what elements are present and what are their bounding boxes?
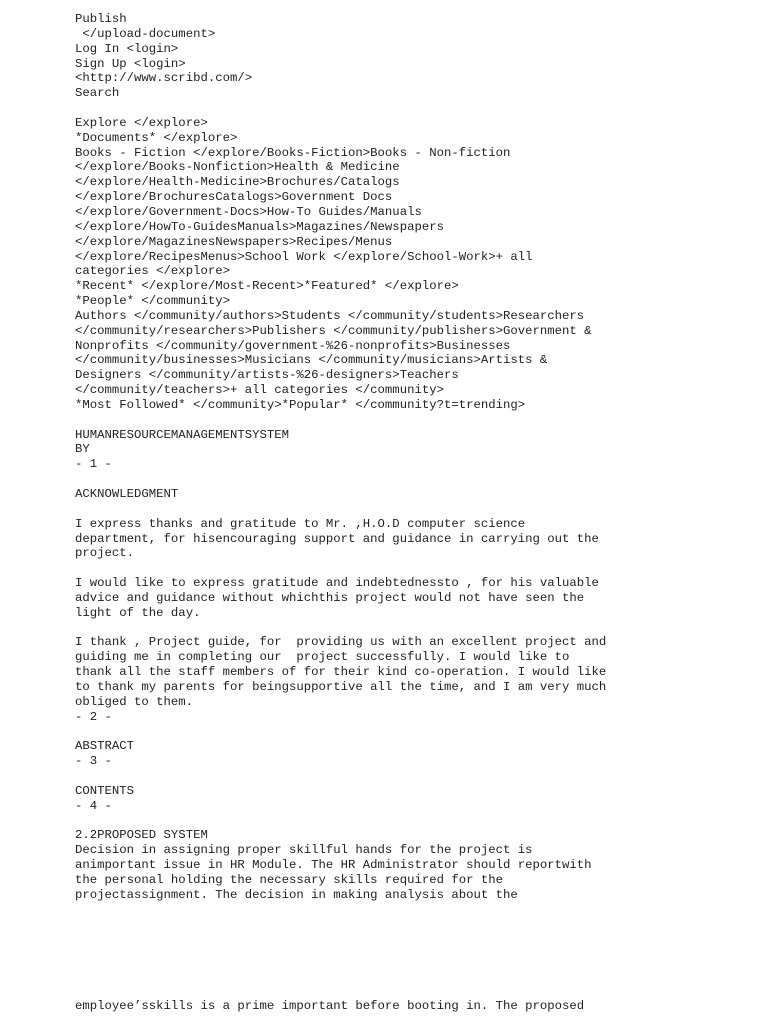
explore-line[interactable]: Designers </community/artists-%26-designers>Teachers [75,368,459,383]
page-number: - 1 - [75,457,112,472]
explore-line[interactable]: *Most Followed* </community>*Popular* </community?t=trending> [75,397,526,412]
explore-line[interactable]: categories </explore> [75,264,230,279]
explore-menu [75,116,735,413]
explore-line[interactable]: </community/businesses>Musicians </community/musicians>Artists & [75,353,548,368]
explore-line[interactable]: </explore/RecipesMenus>School Work </explore/School-Work>+ all [75,249,533,264]
explore-line[interactable]: </explore/MagazinesNewspapers>Recipes/Menus [75,234,393,249]
paragraph-line: the personal holding the necessary skills required for the [75,872,504,887]
explore-line[interactable]: </explore/Health-Medicine>Brochures/Catalogs [75,175,400,190]
paragraph-line: Decision in assigning proper skillful hands for the project is [75,843,533,858]
acknowledgment-paragraph-1 [75,517,735,562]
document-page [75,12,735,1013]
paragraph-line: to thank my parents for beingsupportive all the time, and I am very much [75,679,607,694]
explore-line[interactable]: </explore/Books-Nonfiction>Health & Medicine [75,160,400,175]
explore-line[interactable]: Explore </explore> [75,115,208,130]
explore-line[interactable]: Authors </community/authors>Students </community/students>Researchers [75,308,585,323]
paragraph-line: animportant issue in HR Module. The HR Administrator should reportwith [75,858,592,873]
explore-line[interactable]: *People* </community> [75,294,230,309]
paragraph-line: project. [75,546,135,561]
explore-line[interactable]: </explore/BrochuresCatalogs>Government Docs [75,190,393,205]
signup-link[interactable]: Sign Up <login> [75,56,186,71]
paragraph-line: light of the day. [75,605,201,620]
proposed-system-paragraph [75,843,735,902]
paragraph-line: guiding me in completing our project successfully. I would like to [75,650,570,665]
page-number: - 4 - [75,798,112,813]
paragraph-line: thank all the staff members of for their kind co-operation. I would like [75,665,607,680]
paragraph-line: employee’sskills is a prime important before booting in. The proposed [75,998,585,1013]
home-link[interactable]: <http://www.scribd.com/> [75,71,253,86]
proposed-system-heading: 2.2PROPOSED SYSTEM [75,828,208,843]
paragraph-line: I express thanks and gratitude to Mr. ,H.O.D computer science [75,516,526,531]
contents-heading: CONTENTS [75,783,135,798]
explore-line[interactable]: *Documents* </explore> [75,130,238,145]
paragraph-line: I would like to express gratitude and indebtednessto , for his valuable [75,576,599,591]
explore-line[interactable]: </community/researchers>Publishers </community/publishers>Government & [75,323,592,338]
paragraph-line: projectassignment. The decision in making analysis about the [75,887,518,902]
page-number: - 3 - [75,754,112,769]
explore-line[interactable]: Nonprofits </community/government-%26-nonprofits>Businesses [75,338,511,353]
page-number: - 2 - [75,709,112,724]
search-link[interactable]: Search [75,86,120,101]
publish-link[interactable]: Publish [75,12,127,26]
explore-line[interactable]: </explore/HowTo-GuidesManuals>Magazines/Newspapers [75,219,444,234]
paragraph-line: obliged to them. [75,694,194,709]
paragraph-line: I thank , Project guide, for providing us with an excellent project and [75,635,607,650]
paragraph-line: advice and guidance without whichthis project would not have seen the [75,590,585,605]
login-link[interactable]: Log In <login> [75,41,179,56]
explore-line[interactable]: </explore/Government-Docs>How-To Guides/Manuals [75,204,422,219]
document-byline: BY [75,442,90,457]
acknowledgment-paragraph-2 [75,576,735,621]
upload-document-link[interactable]: </upload-document> [75,26,216,41]
explore-line[interactable]: *Recent* </explore/Most-Recent>*Featured* </explore> [75,279,459,294]
acknowledgment-paragraph-3 [75,635,735,709]
acknowledgment-heading: ACKNOWLEDGMENT [75,487,179,501]
explore-line[interactable]: </community/teachers>+ all categories </community> [75,383,444,398]
paragraph-line: department, for hisencouraging support and guidance in carrying out the [75,531,599,546]
document-title: HUMANRESOURCEMANAGEMENTSYSTEM [75,427,290,442]
explore-line[interactable]: Books - Fiction </explore/Books-Fiction>Books - Non-fiction [75,145,511,160]
abstract-heading: ABSTRACT [75,739,135,754]
